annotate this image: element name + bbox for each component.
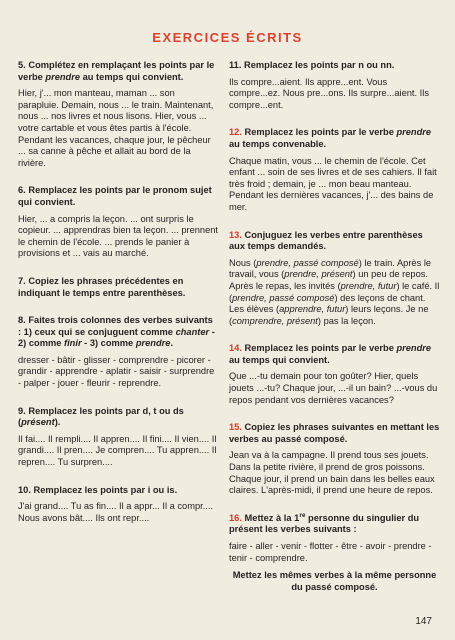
exercise-body: Nous (prendre, passé composé) le train. Après le travail, vous (prendre, présent) un peu de repos. Après le repas, les invités (prendre, futur) le café. Il (prendre, passé composé) des leçons de chant. Les élèves (apprendre, futur) leurs leçons. Je ne (comprendre, présent) pas la leçon. bbox=[229, 257, 440, 326]
right-column bbox=[229, 60, 440, 609]
exercise-8 bbox=[18, 315, 218, 390]
exercise-title: 14. Remplacez les points par le verbe prendre au temps qui convient. bbox=[229, 343, 432, 365]
exercise-14 bbox=[229, 343, 440, 406]
exercise-number: 8. bbox=[18, 315, 26, 326]
exercise-15 bbox=[229, 422, 440, 497]
exercise-number: 9. bbox=[18, 405, 26, 416]
exercise-title: 9. Remplacez les points par d, t ou ds (présent). bbox=[18, 405, 184, 428]
exercise-12 bbox=[229, 127, 440, 213]
exercise-10 bbox=[18, 485, 218, 525]
exercise-title: 13. Conjuguez les verbes entre parenthèses aux temps demandés. bbox=[229, 229, 423, 252]
exercise-number: 7. bbox=[18, 275, 26, 286]
page-title: EXERCICES ÉCRITS bbox=[152, 30, 303, 45]
exercise-footer-note: Mettez les mêmes verbes à la même personne du passé composé. bbox=[232, 570, 437, 592]
exercise-11 bbox=[229, 60, 440, 111]
exercise-title: 5. Complétez en remplaçant les points par le verbe prendre au temps qui convient. bbox=[18, 60, 215, 82]
exercise-number: 16. bbox=[229, 512, 242, 523]
page-number: 147 bbox=[415, 616, 432, 627]
exercise-number: 14. bbox=[229, 343, 242, 354]
exercise-number: 12. bbox=[229, 127, 242, 138]
exercise-6 bbox=[18, 185, 218, 260]
exercise-body: Que ...-tu demain pour ton goûter? Hier, quels jouets ...-tu? Chaque jour, ...-il un bain? ...-vous du repos pendant vos dernières vacances? bbox=[229, 371, 438, 405]
exercise-16 bbox=[229, 513, 440, 594]
exercise-body: J'ai grand.... Tu as fin.... Il a appr... Il a compr.... Nous avons bât.... Ils ont repr.... bbox=[18, 501, 214, 523]
exercise-title: 7. Copiez les phrases précédentes en indiquant le temps entre parenthèses. bbox=[18, 275, 186, 298]
exercise-9 bbox=[18, 406, 218, 469]
exercise-number: 5. bbox=[18, 60, 26, 70]
exercise-number: 13. bbox=[229, 229, 242, 240]
exercise-body: Chaque matin, vous ... le chemin de l'école. Cet enfant ... soin de ses livres et de ses cahiers. Il fait très froid ; demain, je ... mon beau manteau. Pendant les dernières vacances, j'... des bains de mer. bbox=[229, 155, 437, 212]
exercise-body: Hier, j'... mon manteau, maman ... son parapluie. Demain, nous ... le train. Maintenant, nous ... nos livres et nous lisons. Hier, vous ... votre cartable et vous êtes partis à l'école. Pendant les vacances, chaque jour, le pêcheur ... sa canne à pêche et allait au bord de la rivière. bbox=[18, 88, 214, 168]
exercise-title: 8. Faites trois colonnes des verbes suivants : 1) ceux qui se conjuguent comme chanter - 2) comme finir - 3) comme prendre. bbox=[18, 315, 215, 349]
exercise-5 bbox=[18, 60, 218, 169]
exercise-number: 10. bbox=[18, 484, 31, 495]
exercise-title: 12. Remplacez les points par le verbe prendre au temps convenable. bbox=[229, 127, 432, 149]
exercise-number: 6. bbox=[18, 185, 26, 196]
exercise-13 bbox=[229, 230, 440, 328]
exercise-title: 15. Copiez les phrases suivantes en mettant les verbes au passé composé. bbox=[229, 422, 440, 444]
exercise-body: Hier, ... a compris la leçon. ... ont surpris le copieur. ... apprendras bien ta leçon. ... prennent le chemin de l'école. ... prends le panier à provisions et ... vais au marché. bbox=[18, 213, 219, 259]
exercise-number: 15. bbox=[229, 422, 242, 433]
exercise-body: Il fai.... Il rempli.... Il appren.... Il fini.... Il vien.... Il grandi.... Il pren.... Je compren.... Tu appren.... Il repren.... Tu surpren.... bbox=[18, 433, 217, 468]
exercise-title: 16. Mettez à la 1re personne du singulier du présent les verbes suivants : bbox=[229, 511, 420, 535]
exercise-body: Ils compre...aient. Ils appre...ent. Vous compre...ez. Nous pre...ons. Ils surpre...aient. Ils compre...ent. bbox=[229, 76, 429, 110]
exercise-body: Jean va à la campagne. Il prend tous ses jouets. Dans la petite rivière, il prend de gros poissons. Chaque jour, il prend un bain dans les belles eaux claires. L'après-midi, il prend une heure de repos. bbox=[229, 450, 435, 496]
exercise-body: faire - aller - venir - flotter - être - avoir - prendre - tenir - comprendre. bbox=[229, 541, 432, 563]
exercise-7 bbox=[18, 276, 218, 299]
left-column bbox=[18, 60, 218, 540]
exercise-body: dresser - bâtir - glisser - comprendre - picorer - grandir - apprendre - aplatir - saisir - surprendre - palper - jouer - fleurir - reprendre. bbox=[18, 354, 215, 389]
exercise-number: 11. bbox=[229, 60, 242, 70]
exercise-title: 11. Remplacez les points par n ou nn. bbox=[229, 60, 395, 70]
exercise-title: 10. Remplacez les points par i ou is. bbox=[18, 484, 178, 495]
exercise-title: 6. Remplacez les points par le pronom sujet qui convient. bbox=[18, 185, 212, 207]
